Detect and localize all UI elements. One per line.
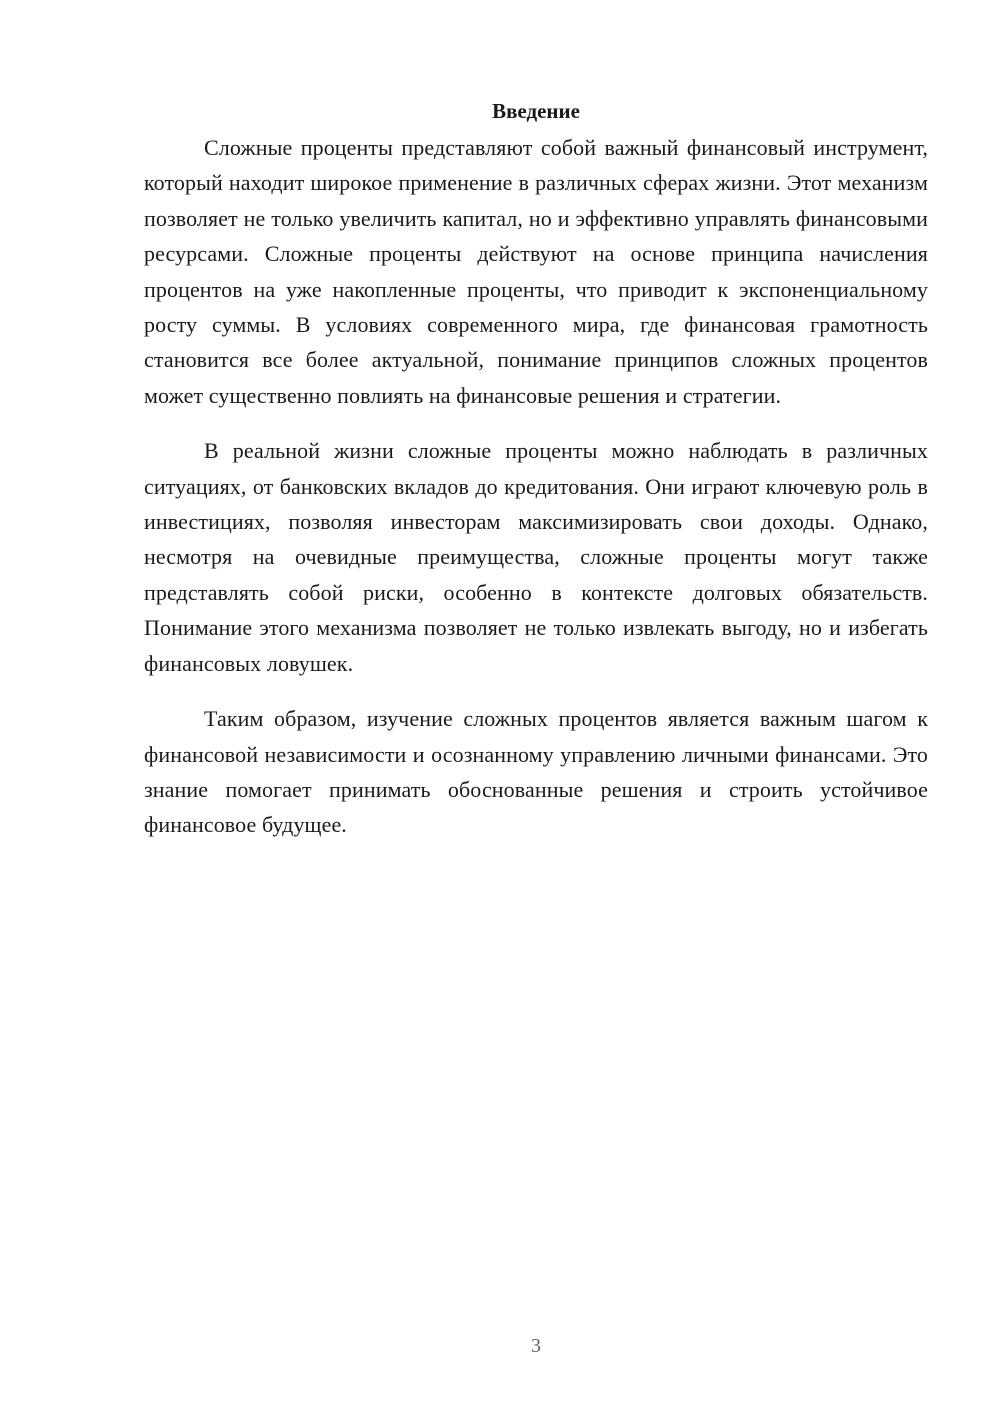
page-content (144, 96, 928, 863)
paragraph-1: Сложные проценты представляют собой важный финансовый инструмент, который находит широкое применение в различных сферах жизни. Этот механизм позволяет не только увеличить капитал, но и эффективно управлять финансовыми ресурсами. Сложные проценты действуют на основе принципа начисления процентов на уже накопленные проценты, что приводит к экспоненциальному росту суммы. В условиях современного мира, где финансовая грамотность становится все более актуальной, понимание принципов сложных процентов может существенно повлиять на финансовые решения и стратегии. (144, 135, 928, 408)
section-heading: Введение (492, 99, 580, 123)
paragraph-3: Таким образом, изучение сложных процентов является важным шагом к финансовой независимости и осознанному управлению личными финансами. Это знание помогает принимать обоснованные решения и строить устойчивое финансовое будущее. (144, 706, 928, 838)
paragraph-2: В реальной жизни сложные проценты можно наблюдать в различных ситуациях, от банковских вкладов до кредитования. Они играют ключевую роль в инвестициях, позволяя инвесторам максимизировать свои доходы. Однако, несмотря на очевидные преимущества, сложные проценты могут также представлять собой риски, особенно в контексте долговых обязательств. Понимание этого механизма позволяет не только извлекать выгоду, но и избегать финансовых ловушек. (144, 438, 928, 676)
page-number: 3 (531, 1335, 541, 1357)
